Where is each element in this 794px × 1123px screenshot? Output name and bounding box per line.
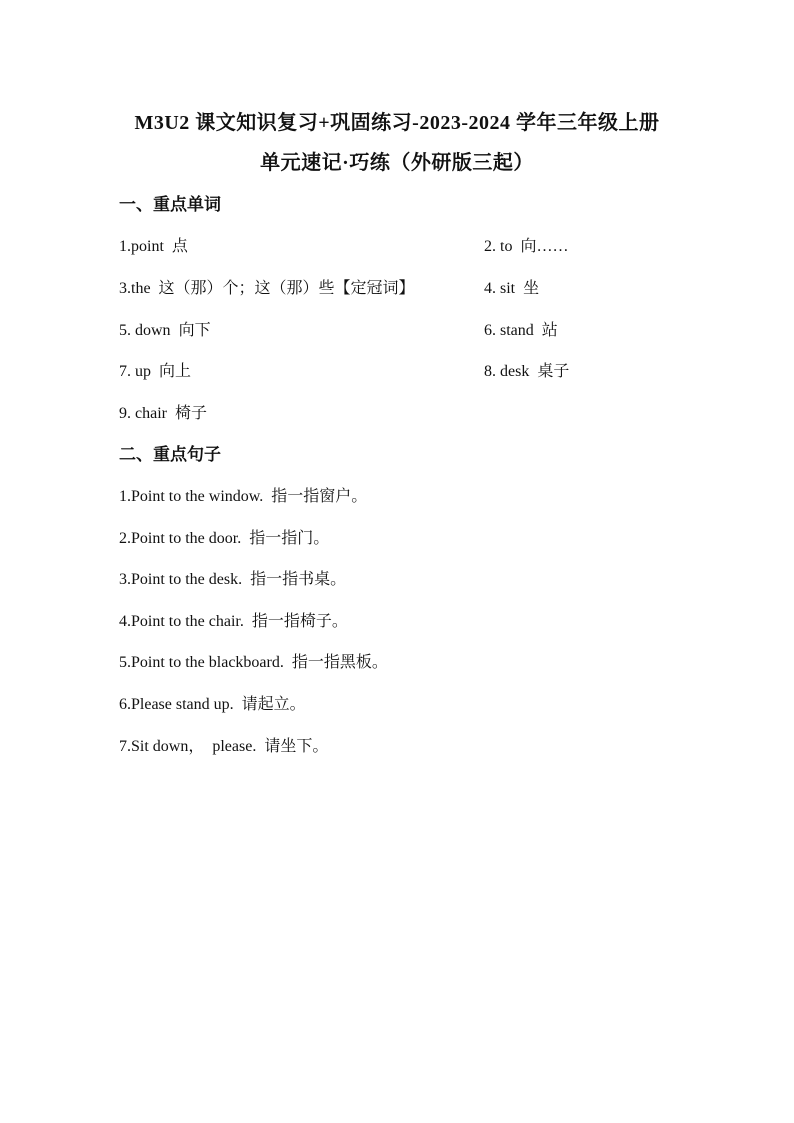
sentence-zh: 指一指黑板。 [291,654,388,671]
sentence-zh: 指一指窗户。 [271,488,368,505]
vocab-en: 2. to [484,238,513,255]
sentence-item [119,608,348,631]
vocab-en: 3.the [119,280,151,297]
vocab-zh: 站 [541,322,558,339]
vocab-en: 6. stand [484,322,534,339]
vocab-en: 8. desk [484,363,530,380]
vocab-item [119,317,211,340]
vocab-en: 5. down [119,322,171,339]
sentence-item [119,483,367,506]
vocab-zh: 坐 [523,280,540,297]
vocab-item [119,233,188,256]
vocab-item [119,275,415,298]
vocab-item [484,317,558,340]
vocab-en: 4. sit [484,280,516,297]
vocab-item [119,400,207,423]
document-title-line-2: 单元速记·巧练（外研版三起） [260,152,534,174]
vocab-zh: 向下 [178,322,211,339]
sentence-en: 4.Point to the chair. [119,613,244,630]
vocab-zh: 这（那）个；这（那）些【定冠词】 [158,280,415,297]
document-title-line-1: M3U2 课文知识复习+巩固练习-2023-2024 学年三年级上册 [134,112,660,134]
sentence-item [119,691,306,714]
vocab-en: 9. chair [119,405,167,422]
vocab-item [119,358,191,381]
vocab-item [484,233,568,256]
vocab-zh: 向…… [520,238,569,255]
sentence-zh: 指一指书桌。 [250,571,347,588]
vocab-en: 1.point [119,238,164,255]
sentence-zh: 指一指门。 [249,530,330,547]
sentence-en: 3.Point to the desk. [119,571,243,588]
sentence-item [119,525,329,548]
sentence-en: 2.Point to the door. [119,530,242,547]
sentence-en: 6.Please stand up. [119,696,234,713]
section-heading-words: 一、重点单词 [119,195,221,214]
sentence-en: 1.Point to the window. [119,488,264,505]
sentence-zh: 请坐下。 [264,738,329,755]
vocab-item [484,358,569,381]
sentence-zh: 指一指椅子。 [251,613,348,630]
sentence-en: 5.Point to the blackboard. [119,654,284,671]
vocab-item [484,275,539,298]
vocab-zh: 桌子 [537,363,570,380]
sentence-item [119,566,346,589]
sentence-zh: 请起立。 [241,696,306,713]
vocab-en: 7. up [119,363,151,380]
sentence-item [119,649,388,672]
section-heading-sentences: 二、重点句子 [119,445,221,464]
sentence-en: 7.Sit down， please. [119,738,257,755]
sentence-item [119,733,328,756]
vocab-zh: 向上 [159,363,192,380]
vocab-zh: 椅子 [174,405,207,422]
vocab-zh: 点 [171,238,188,255]
